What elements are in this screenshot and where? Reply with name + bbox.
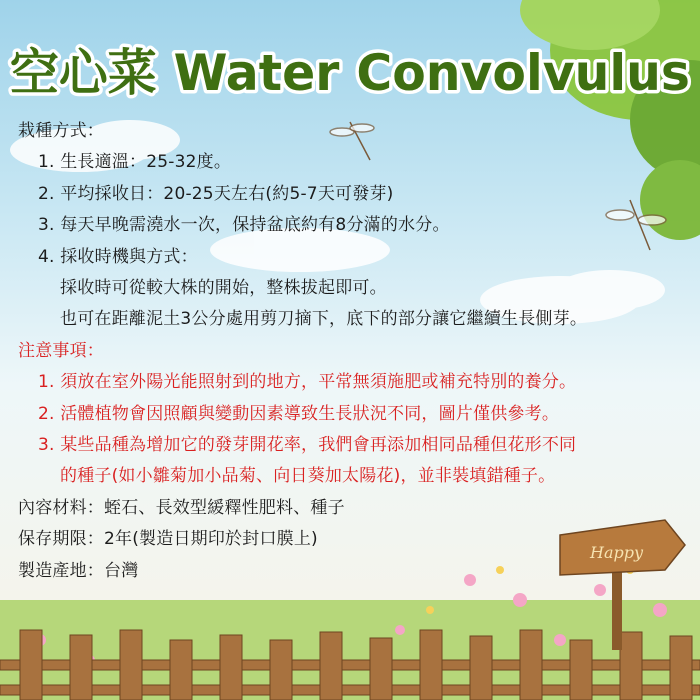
notes-item: 1. 須放在室外陽光能照射到的地方，平常無須施肥或補充特別的養分。 — [38, 372, 577, 393]
info-materials: 內容材料：蛭石、長效型緩釋性肥料、種子 — [18, 497, 345, 518]
notes-item: 3. 某些品種為增加它的發芽開花率，我們會再添加相同品種但花形不同 — [38, 435, 577, 456]
signpost-text: Happy — [590, 543, 644, 562]
planting-item: 3. 每天早晚需澆水一次，保持盆底約有8分滿的水分。 — [38, 215, 450, 236]
notes-item: 2. 活體植物會因照顧與變動因素導致生長狀況不同，圖片僅供參考。 — [38, 403, 560, 424]
harvest-note: 採收時可從較大株的開始，整株拔起即可。 — [60, 278, 387, 299]
info-origin: 製造產地：台灣 — [18, 560, 139, 581]
planting-heading: 栽種方式： — [18, 121, 104, 141]
title-text: 空心菜 Water Convolvulus — [10, 44, 690, 102]
harvest-note: 也可在距離泥土3公分處用剪刀摘下，底下的部分讓它繼續生長側芽。 — [60, 309, 588, 330]
planting-item: 2. 平均採收日：20-25天左右(約5-7天可發芽) — [38, 183, 394, 204]
info-shelf-life: 保存期限：2年(製造日期印於封口膜上) — [18, 529, 318, 550]
planting-item: 1. 生長適溫：25-32度。 — [38, 152, 232, 173]
content-block — [18, 116, 698, 587]
notes-heading: 注意事項： — [18, 340, 104, 361]
notes-continuation: 的種子(如小雛菊加小品菊、向日葵加太陽花)，並非裝填錯種子。 — [60, 466, 556, 487]
page-title — [0, 18, 700, 118]
planting-item: 4. 採收時機與方式： — [38, 246, 198, 267]
